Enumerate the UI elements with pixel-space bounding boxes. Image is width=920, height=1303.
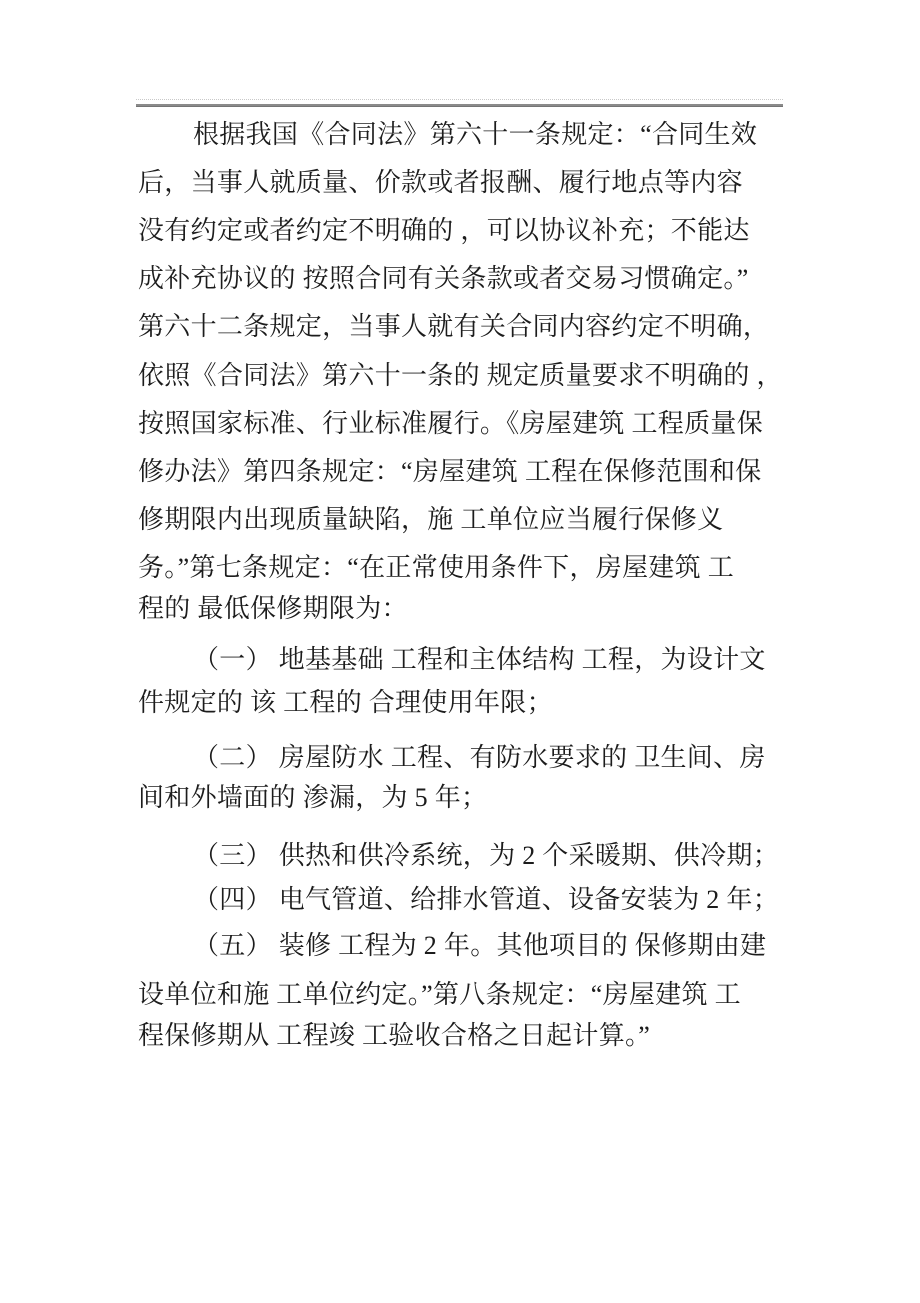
text-line-5: 第六十二条规定，当事人就有关合同内容约定不明确， xyxy=(138,312,770,341)
text-line-17: （四） 电气管道、给排水管道、设备安装为 2 年； xyxy=(193,885,780,914)
text-line-2: 后，当事人就质量、价款或者报酬、履行地点等内容 xyxy=(138,168,743,197)
text-line-14: （二） 房屋防水 工程、有防水要求的 卫生间、房 xyxy=(193,743,766,772)
text-line-13: 件规定的 该 工程的 合理使用年限； xyxy=(138,688,553,717)
text-line-6: 依照《合同法》第六十一条的 规定质量要求不明确的 ， xyxy=(138,361,783,390)
text-line-16: （三） 供热和供冷系统，为 2 个采暖期、供冷期； xyxy=(193,841,780,870)
header-rule xyxy=(136,104,783,107)
text-line-7: 按照国家标准、行业标准履行。《房屋建筑 工程质量保 xyxy=(138,409,764,438)
header-rule-dotted xyxy=(136,99,783,100)
text-line-15: 间和外墙面的 渗漏，为 5 年； xyxy=(138,783,488,812)
text-line-12: （一） 地基基础 工程和主体结构 工程，为设计文 xyxy=(193,645,766,674)
text-line-3: 没有约定或者约定不明确的 ，可以协议补充；不能达 xyxy=(138,216,750,245)
text-line-20: 程保修期从 工程竣 工验收合格之日起计算。” xyxy=(138,1021,651,1050)
text-line-8: 修办法》第四条规定：“房屋建筑 工程在保修范围和保 xyxy=(138,457,762,486)
text-line-10: 务。”第七条规定：“在正常使用条件下，房屋建筑 工 xyxy=(138,553,735,582)
text-line-19: 设单位和施 工单位约定。”第八条规定：“房屋建筑 工 xyxy=(138,980,741,1009)
text-line-9: 修期限内出现质量缺陷，施 工单位应当履行保修义 xyxy=(138,505,724,534)
text-line-18: （五） 装修 工程为 2 年。其他项目的 保修期由建 xyxy=(193,931,767,960)
text-line-1: 根据我国《合同法》第六十一条规定：“合同生效 xyxy=(193,120,758,149)
text-line-4: 成补充协议的 按照合同有关条款或者交易习惯确定。” xyxy=(138,264,749,293)
text-line-11: 程的 最低保修期限为： xyxy=(138,594,408,623)
